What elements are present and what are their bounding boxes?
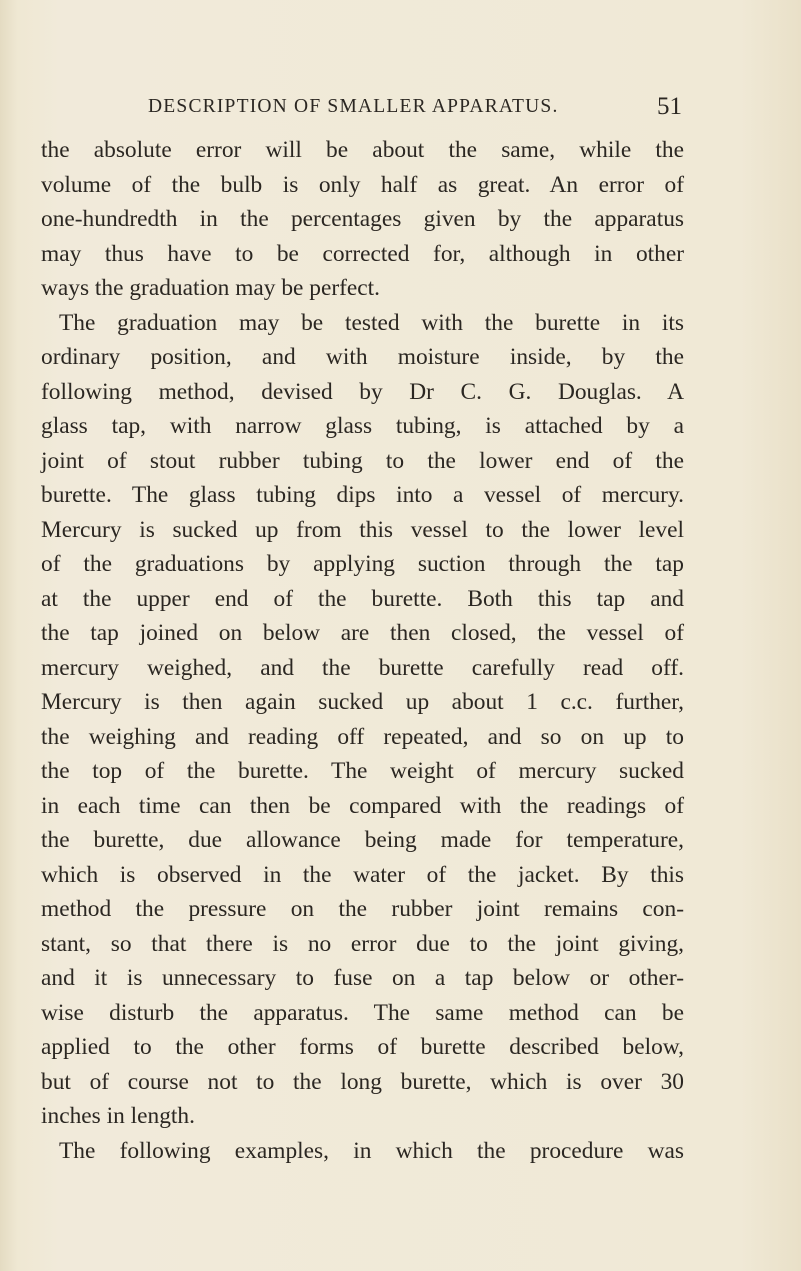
text-line: glass tap, with narrow glass tubing, is attached by a	[41, 413, 684, 439]
text-line: volume of the bulb is only half as great. An error of	[41, 171, 684, 198]
text-line: the tap joined on below are then closed, the vessel of	[41, 620, 684, 646]
text-line: but of course not to the long burette, which is over 30	[41, 1068, 684, 1095]
text-line: at the upper end of the burette. Both this tap and	[41, 585, 684, 612]
text-line: The following examples, in which the procedure was	[59, 1137, 684, 1164]
text-line: the top of the burette. The weight of mercury sucked	[41, 758, 684, 784]
text-line: The graduation may be tested with the burette in its	[59, 309, 684, 336]
text-line: the burette, due allowance being made for temperature,	[41, 827, 684, 853]
text-line: method the pressure on the rubber joint remains con-	[41, 896, 684, 922]
text-line: burette. The glass tubing dips into a vessel of mercury.	[41, 482, 684, 508]
text-line: Mercury is sucked up from this vessel to the lower level	[41, 516, 684, 543]
text-line: of the graduations by applying suction through the tap	[41, 551, 684, 577]
page-number: 51	[657, 93, 682, 120]
text-line: inches in length.	[41, 1103, 195, 1129]
text-line: and it is unnecessary to fuse on a tap below or other-	[41, 965, 684, 991]
text-line: mercury weighed, and the burette carefully read off.	[41, 654, 684, 681]
text-line: ways the graduation may be perfect.	[41, 275, 381, 301]
text-line: which is observed in the water of the jacket. By this	[41, 861, 684, 888]
text-line: Mercury is then again sucked up about 1 c.c. further,	[41, 689, 684, 715]
text-line: ordinary position, and with moisture inside, by the	[41, 344, 684, 370]
running-title: DESCRIPTION OF SMALLER APPARATUS.	[148, 96, 559, 117]
text-line: the weighing and reading off repeated, and so on up to	[41, 723, 684, 750]
text-line: may thus have to be corrected for, although in other	[41, 240, 684, 267]
text-line: one-hundredth in the percentages given by the apparatus	[41, 206, 684, 232]
body-text	[41, 133, 684, 1168]
running-head	[148, 92, 682, 122]
text-line: wise disturb the apparatus. The same method can be	[41, 999, 684, 1026]
text-line: stant, so that there is no error due to the joint giving,	[41, 930, 684, 957]
text-line: joint of stout rubber tubing to the lower end of the	[41, 447, 684, 474]
text-line: the absolute error will be about the same, while the	[41, 137, 684, 163]
text-line: following method, devised by Dr C. G. Douglas. A	[41, 378, 684, 405]
text-line: in each time can then be compared with the readings of	[41, 792, 684, 819]
text-line: applied to the other forms of burette described below,	[41, 1034, 684, 1060]
